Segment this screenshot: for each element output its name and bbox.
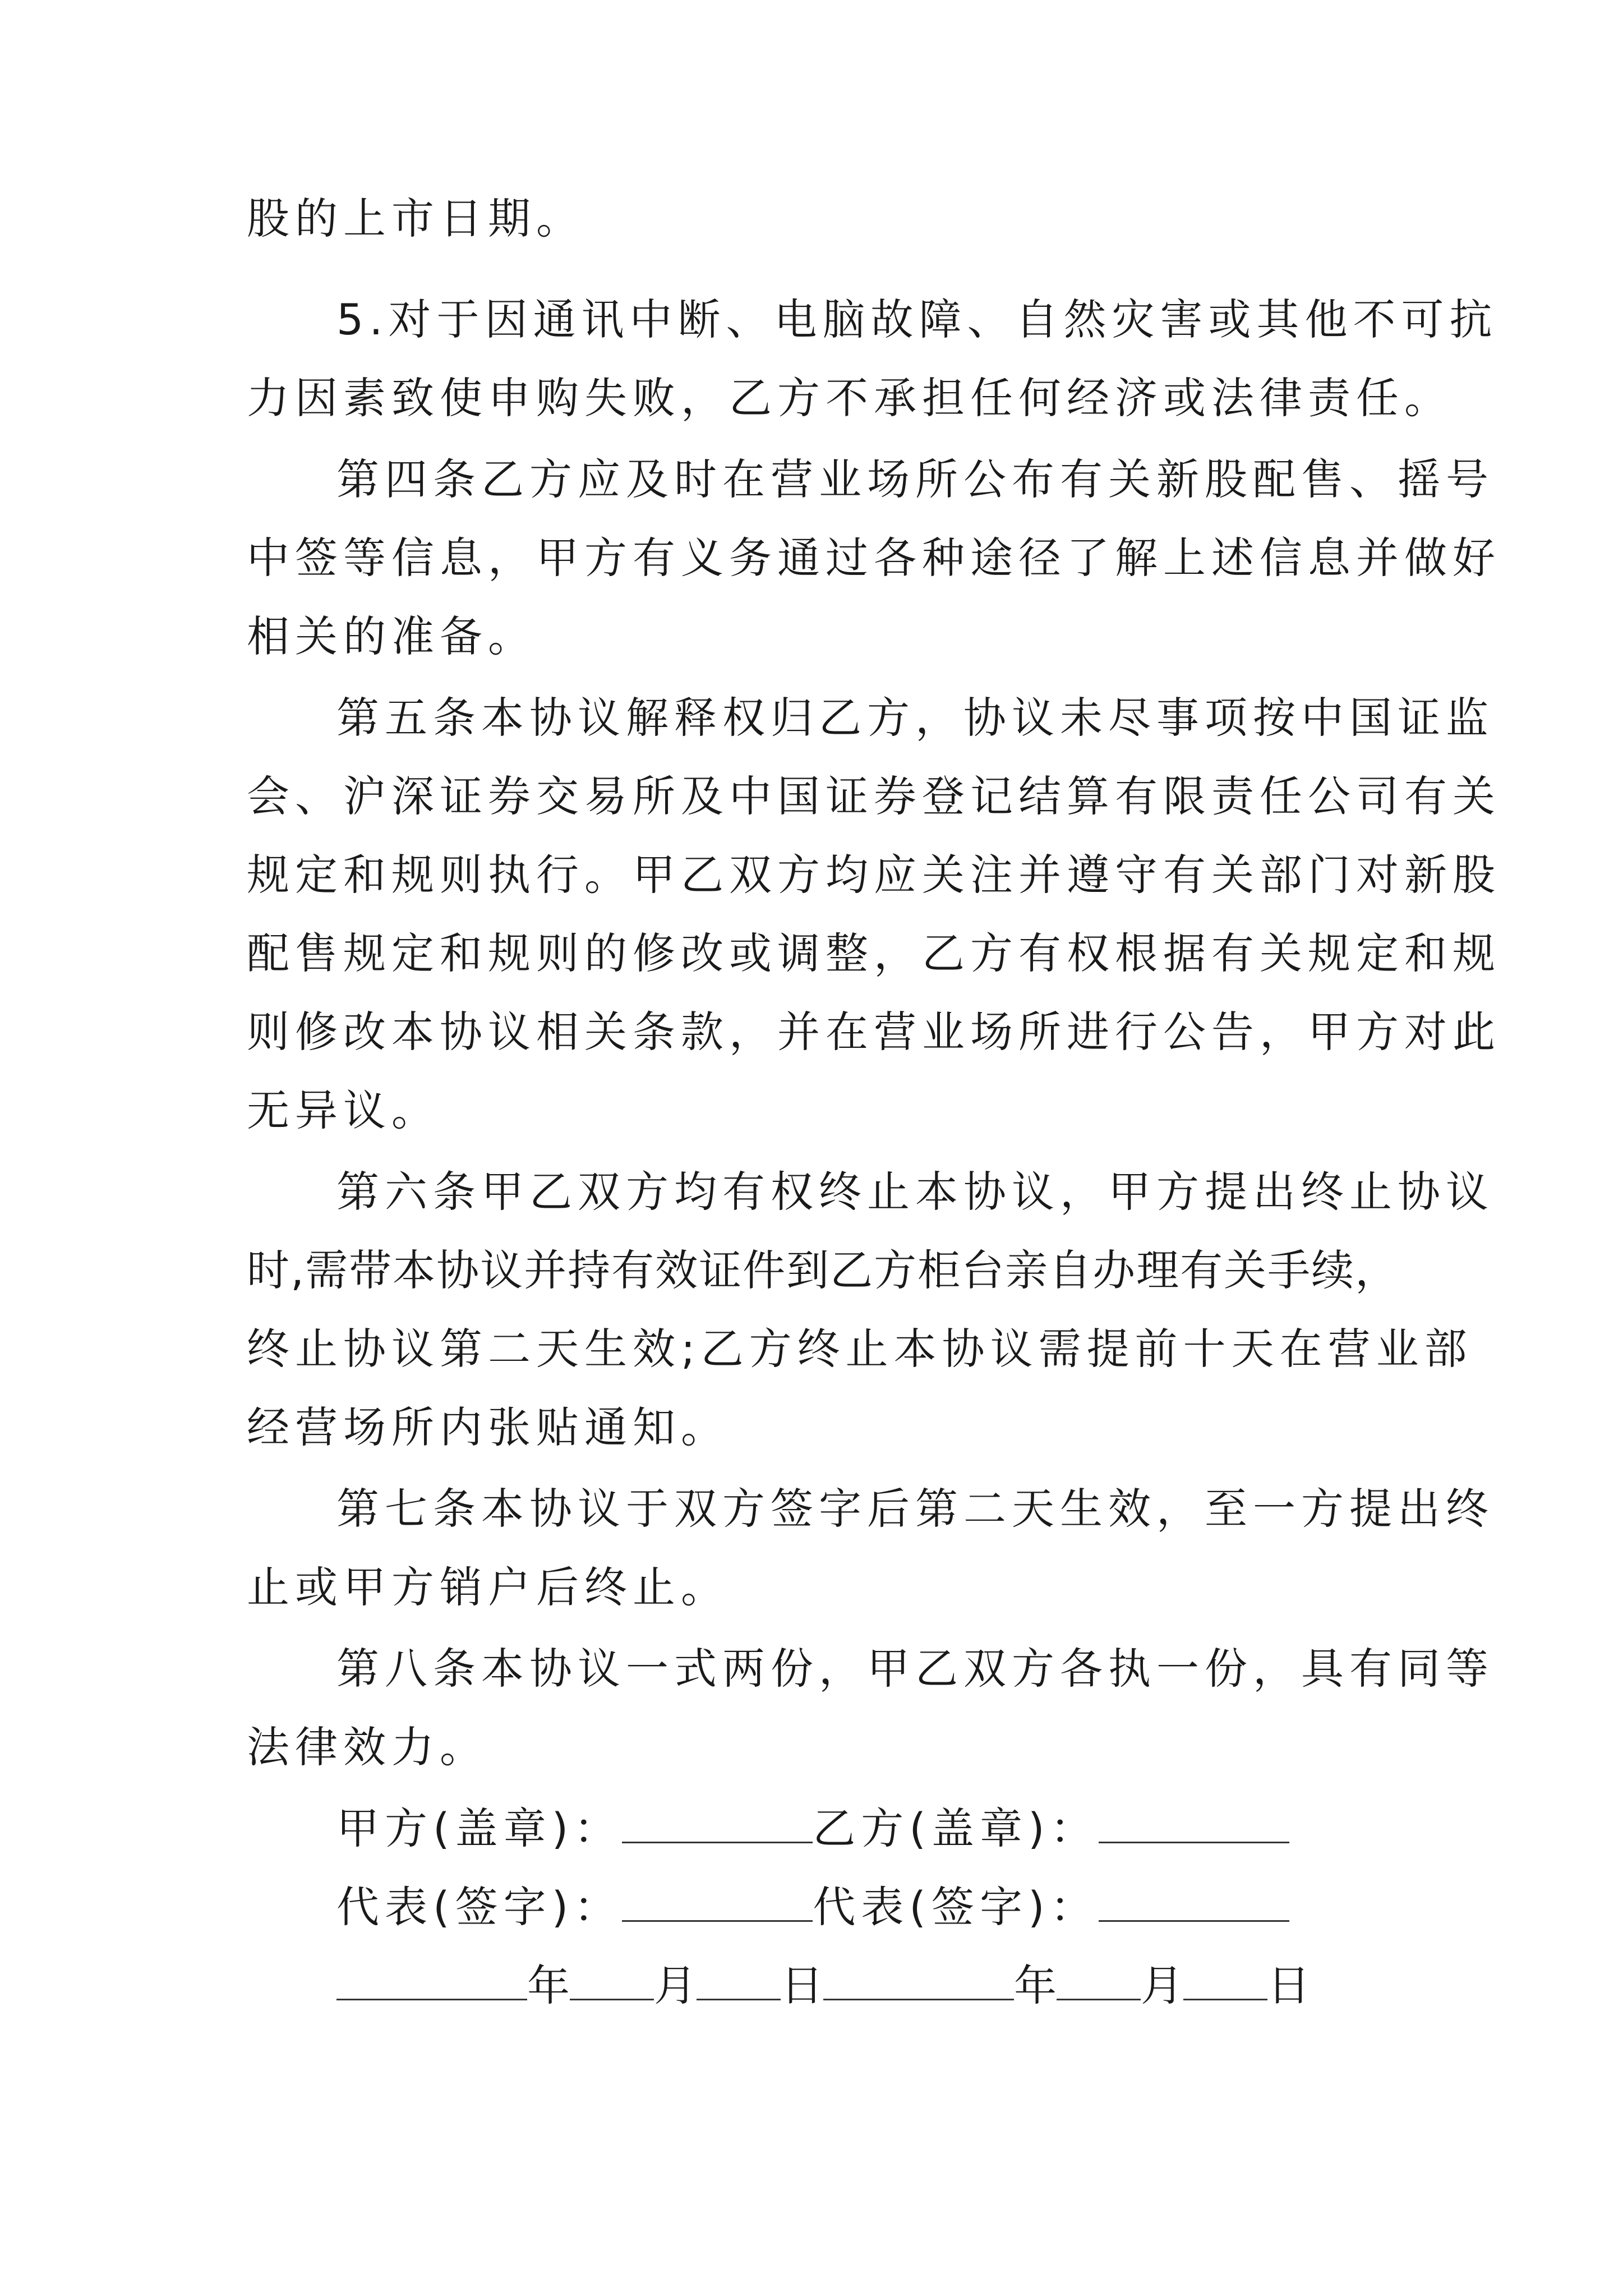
seal-row <box>336 1789 1385 1868</box>
paragraph-line: 相关的准备。 <box>247 611 536 661</box>
paragraph-line: 法律效力。 <box>247 1722 488 1772</box>
paragraph-line: 第七条本协议于双方签字后第二天生效，至一方提出终 <box>336 1484 1494 1534</box>
day-a-blank <box>697 1955 781 2000</box>
rep-b-sign-blank <box>1099 1876 1289 1922</box>
rep-b-sign-label: 代表(签字)： <box>813 1882 1099 1932</box>
year-a-label: 年 <box>527 1961 570 2010</box>
party-b-seal-blank <box>1099 1798 1289 1843</box>
paragraph-line: 中签等信息，甲方有义务通过各种途径了解上述信息并做好 <box>247 533 1501 583</box>
paragraph-line: 止或甲方销户后终止。 <box>247 1562 729 1612</box>
month-a-blank <box>570 1955 654 2000</box>
paragraph-line: 规定和规则执行。甲乙双方均应关注并遵守有关部门对新股 <box>247 850 1501 900</box>
party-a-seal-blank <box>622 1798 813 1843</box>
paragraph-line: 终止协议第二天生效;乙方终止本协议需提前十天在营业部 <box>247 1324 1473 1374</box>
rep-a-sign-label: 代表(签字)： <box>336 1882 623 1932</box>
day-b-label: 日 <box>1267 1961 1310 2010</box>
day-a-label: 日 <box>781 1961 823 2010</box>
paragraph-line: 经营场所内张贴通知。 <box>247 1402 729 1452</box>
month-b-blank <box>1057 1955 1141 2000</box>
paragraph-line: 会、沪深证券交易所及中国证券登记结算有限责任公司有关 <box>247 771 1501 821</box>
rep-a-sign-blank <box>622 1876 813 1922</box>
month-b-label: 月 <box>1141 1961 1183 2010</box>
paragraph-line: 时,需带本协议并持有效证件到乙方柜台亲自办理有关手续， <box>247 1245 1399 1295</box>
paragraph-line: 第四条乙方应及时在营业场所公布有关新股配售、摇号 <box>336 454 1494 504</box>
paragraph-line: 配售规定和规则的修改或调整，乙方有权根据有关规定和规 <box>247 928 1501 978</box>
sign-row <box>336 1868 1385 1947</box>
party-a-seal-label: 甲方(盖章)： <box>336 1803 623 1853</box>
day-b-blank <box>1183 1955 1267 2000</box>
month-a-label: 月 <box>654 1961 697 2010</box>
party-b-seal-label: 乙方(盖章)： <box>813 1803 1099 1853</box>
paragraph-line: 则修改本协议相关条款，并在营业场所进行公告，甲方对此 <box>247 1007 1501 1057</box>
paragraph-line: 力因素致使申购失败，乙方不承担任何经济或法律责任。 <box>247 373 1453 423</box>
paragraph-line: 5.对于因通讯中断、电脑故障、自然灾害或其他不可抗 <box>336 295 1498 344</box>
year-a-blank <box>336 1955 527 2000</box>
year-b-label: 年 <box>1014 1961 1057 2010</box>
date-row <box>336 1947 1385 2025</box>
paragraph-line: 第八条本协议一式两份，甲乙双方各执一份，具有同等 <box>336 1644 1494 1694</box>
paragraph-line: 第六条甲乙双方均有权终止本协议，甲方提出终止协议 <box>336 1167 1494 1217</box>
paragraph-line: 无异议。 <box>247 1085 440 1135</box>
paragraph-line: 第五条本协议解释权归乙方，协议未尽事项按中国证监 <box>336 693 1494 743</box>
year-b-blank <box>823 1955 1014 2000</box>
paragraph-line: 股的上市日期。 <box>247 194 584 243</box>
